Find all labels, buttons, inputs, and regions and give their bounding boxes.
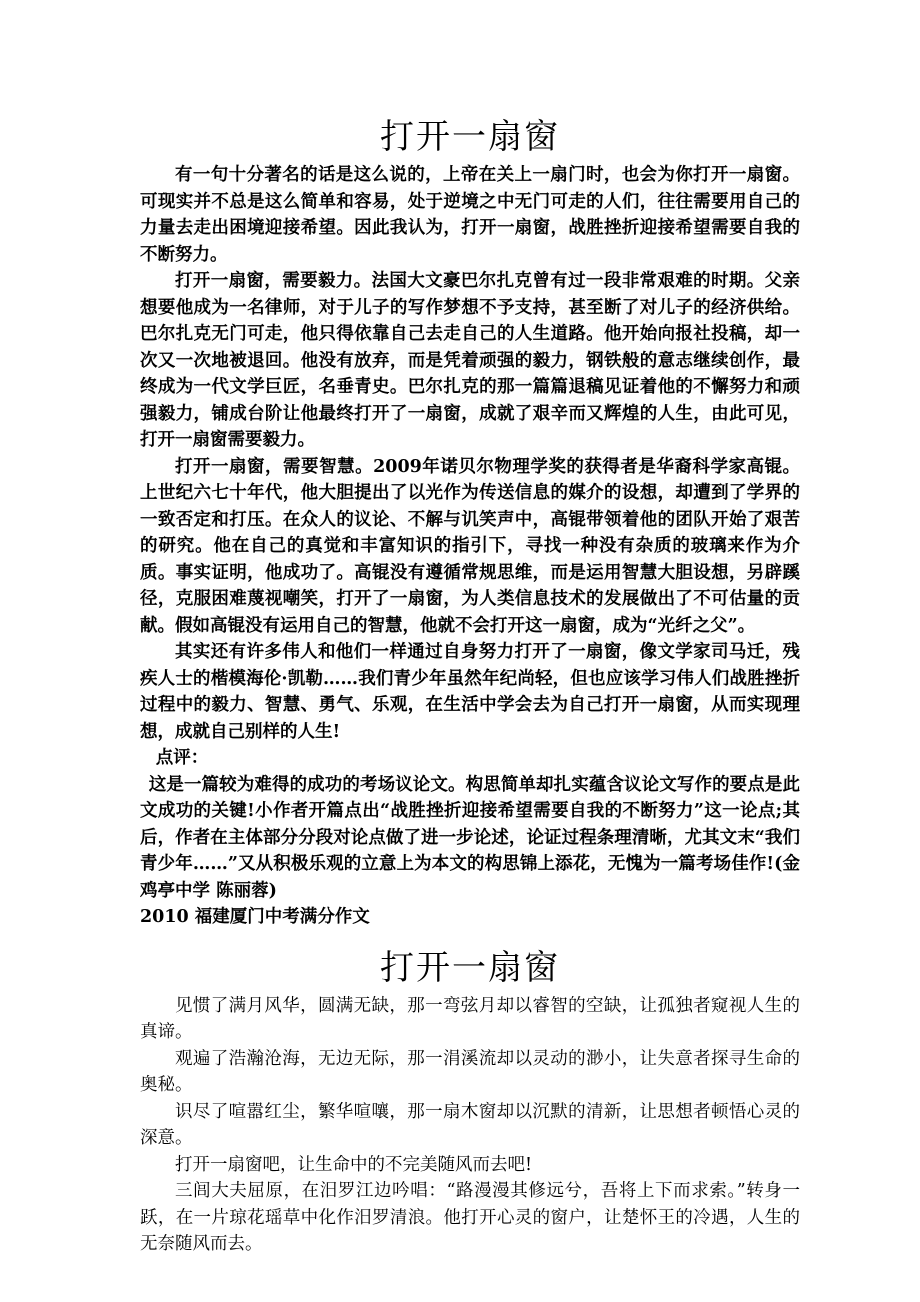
article-2-body — [140, 993, 800, 1258]
source-line: 2010 福建厦门中考满分作文 — [140, 907, 370, 927]
comment-label: 点评： — [155, 748, 209, 768]
article-2-paragraph: 识尽了喧嚣红尘，繁华喧嚷，那一扇木窗却以沉默的清新，让思想者顿悟心灵的深意。 — [140, 1101, 800, 1148]
comment-text: 这是一篇较为难得的成功的考场议论文。构思简单却扎实蕴含议论文写作的要点是此文成功的关键!小作者开篇点出“战胜挫折迎接希望需要自我的不断努力”这一论点;其后，作者在主体部分分段对论点做了进一步论述，论证过程条理清晰，尤其文末“我们青少年……”又从积极乐观的立意上为本文的构思锦上添花，无愧为一篇考场佳作!(金鸡亭中学 陈丽蓉) — [140, 774, 800, 901]
article-1-paragraph: 其实还有许多伟人和他们一样通过自身努力打开了一扇窗，像文学家司马迁，残疾人士的楷模海伦·凯勒……我们青少年虽然年纪尚轻，但也应该学习伟人们战胜挫折过程中的毅力、智慧、勇气、乐观，在生活中学会去为自己打开一扇窗，从而实现理想，成就自己别样的人生! — [140, 642, 800, 742]
article-1-title: 打开一扇窗 — [380, 117, 560, 157]
article-2-paragraph: 见惯了满月风华，圆满无缺，那一弯弦月却以睿智的空缺，让孤独者窥视人生的真谛。 — [140, 995, 800, 1042]
article-1-paragraph: 打开一扇窗，需要毅力。法国大文豪巴尔扎克曾有过一段非常艰难的时期。父亲想要他成为一名律师，对于儿子的写作梦想不予支持，甚至断了对儿子的经济供给。巴尔扎克无门可走，他只得依靠自己去走自己的人生道路。他开始向报社投稿，却一次又一次地被退回。他没有放弃，而是凭着顽强的毅力，钢铁般的意志继续创作，最终成为一代文学巨匠，名垂青史。巴尔扎克的那一篇篇退稿见证着他的不懈努力和顽强毅力，铺成台阶让他最终打开了一扇窗，成就了艰辛而又辉煌的人生，由此可见，打开一扇窗需要毅力。 — [140, 271, 800, 450]
article-1-paragraph: 打开一扇窗，需要智慧。2009年诺贝尔物理学奖的获得者是华裔科学家高锟。上世纪六七十年代，他大胆提出了以光作为传送信息的媒介的设想，却遭到了学界的一致否定和打压。在众人的议论、不解与讥笑声中，高锟带领着他的团队开始了艰苦的研究。他在自己的真觉和丰富知识的指引下，寻找一种没有杂质的玻璃来作为介质。事实证明，他成功了。高锟没有遵循常规思维，而是运用智慧大胆设想，另辟蹊径，克服困难蔑视嘲笑，打开了一扇窗，为人类信息技术的发展做出了不可估量的贡献。假如高锟没有运用自己的智慧，他就不会打开这一扇窗，成为“光纤之父”。 — [140, 456, 800, 636]
article-2-paragraph: 三闾大夫屈原，在汨罗江边吟唱：“路漫漫其修远兮，吾将上下而求索。”转身一跃，在一片琼花瑶草中化作汨罗清浪。他打开心灵的窗户，让楚怀王的冷遇，人生的无奈随风而去。 — [140, 1181, 800, 1254]
document-content — [140, 112, 800, 1258]
article-1-paragraph: 有一句十分著名的话是这么说的，上帝在关上一扇门时，也会为你打开一扇窗。可现实并不总是这么简单和容易，处于逆境之中无门可走的人们，往往需要用自己的力量去走出困境迎接希望。因此我认为，打开一扇窗，战胜挫折迎接希望需要自我的不断努力。 — [140, 165, 800, 265]
article-2-paragraph: 观遍了浩瀚沧海，无边无际，那一涓溪流却以灵动的渺小，让失意者探寻生命的奥秘。 — [140, 1048, 800, 1095]
article-2-title: 打开一扇窗 — [380, 947, 560, 988]
article-2-paragraph: 打开一扇窗吧，让生命中的不完美随风而去吧! — [175, 1154, 533, 1175]
